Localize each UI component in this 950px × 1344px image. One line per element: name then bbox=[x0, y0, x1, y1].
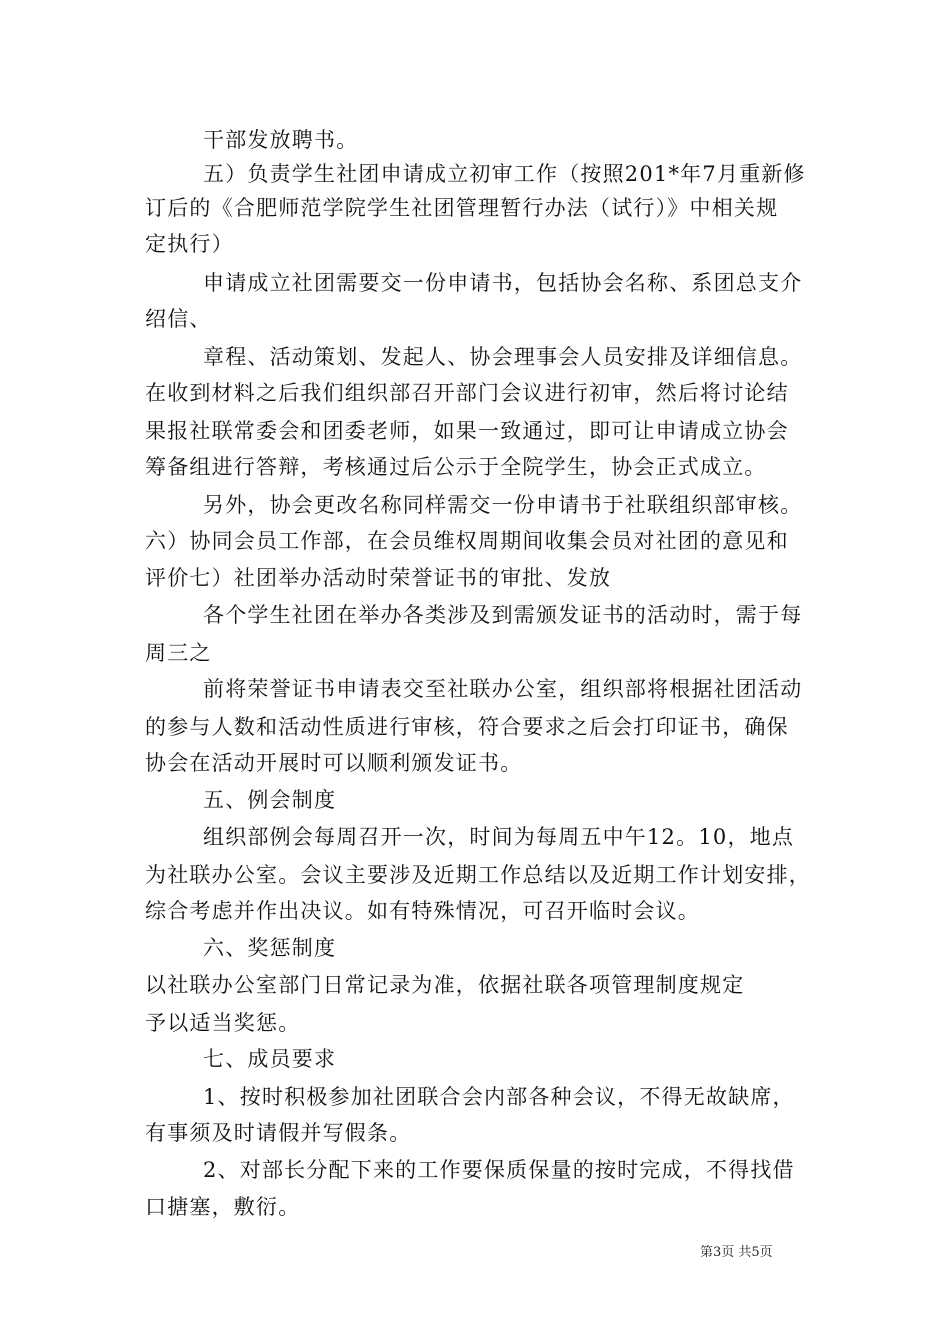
paragraph-line: 周三之 bbox=[145, 641, 212, 665]
paragraph-line: 的参与人数和活动性质进行审核，符合要求之后会打印证书，确保 bbox=[145, 715, 789, 739]
page-number: 第3页 共5页 bbox=[700, 1245, 773, 1260]
paragraph-line: 评价七）社团举办活动时荣誉证书的审批、发放 bbox=[145, 566, 612, 590]
paragraph-line: 各个学生社团在举办各类涉及到需颁发证书的活动时，需于每 bbox=[203, 603, 803, 627]
section-heading: 六、奖惩制度 bbox=[203, 936, 337, 960]
paragraph-line: 干部发放聘书。 bbox=[203, 128, 359, 152]
paragraph-line: 定执行） bbox=[145, 232, 234, 256]
section-heading: 七、成员要求 bbox=[203, 1047, 337, 1071]
paragraph-line: 1、按时积极参加社团联合会内部各种会议，不得无故缺席， bbox=[203, 1085, 795, 1109]
paragraph-line: 予以适当奖惩。 bbox=[145, 1011, 301, 1035]
paragraph-line: 果报社联常委会和团委老师，如果一致通过，即可让申请成立协会 bbox=[145, 419, 789, 443]
paragraph-line: 协会在活动开展时可以顺利颁发证书。 bbox=[145, 751, 523, 775]
paragraph-line: 前将荣誉证书申请表交至社联办公室，组织部将根据社团活动 bbox=[203, 677, 803, 701]
paragraph-line: 订后的《合肥师范学院学生社团管理暂行办法（试行）》中相关规 bbox=[145, 196, 779, 220]
paragraph-line: 口搪塞，敷衍。 bbox=[145, 1195, 301, 1219]
paragraph-line: 申请成立社团需要交一份申请书，包括协会名称、系团总支介 bbox=[203, 271, 803, 295]
paragraph-line: 组织部例会每周召开一次，时间为每周五中午12。10，地点 bbox=[203, 825, 795, 849]
paragraph-line: 以社联办公室部门日常记录为准，依据社联各项管理制度规定 bbox=[145, 973, 745, 997]
paragraph-line: 在收到材料之后我们组织部召开部门会议进行初审，然后将讨论结 bbox=[145, 381, 789, 405]
paragraph-line: 2、对部长分配下来的工作要保质保量的按时完成，不得找借 bbox=[203, 1158, 795, 1182]
paragraph-line: 综合考虑并作出决议。如有特殊情况，可召开临时会议。 bbox=[145, 899, 700, 923]
paragraph-line: 绍信、 bbox=[145, 307, 212, 331]
paragraph-line: 为社联办公室。会议主要涉及近期工作总结以及近期工作计划安排， bbox=[145, 863, 811, 887]
paragraph-line: 有事须及时请假并写假条。 bbox=[145, 1121, 412, 1145]
paragraph-line: 六）协同会员工作部，在会员维权周期间收集会员对社团的意见和 bbox=[145, 529, 789, 553]
paragraph-line: 章程、活动策划、发起人、协会理事会人员安排及详细信息。 bbox=[203, 345, 803, 369]
paragraph-line: 五）负责学生社团申请成立初审工作（按照201*年7月重新修 bbox=[203, 162, 806, 186]
paragraph-line: 另外，协会更改名称同样需交一份申请书于社联组织部审核。 bbox=[203, 493, 803, 517]
paragraph-line: 筹备组进行答辩，考核通过后公示于全院学生，协会正式成立。 bbox=[145, 455, 767, 479]
section-heading: 五、例会制度 bbox=[203, 788, 337, 812]
